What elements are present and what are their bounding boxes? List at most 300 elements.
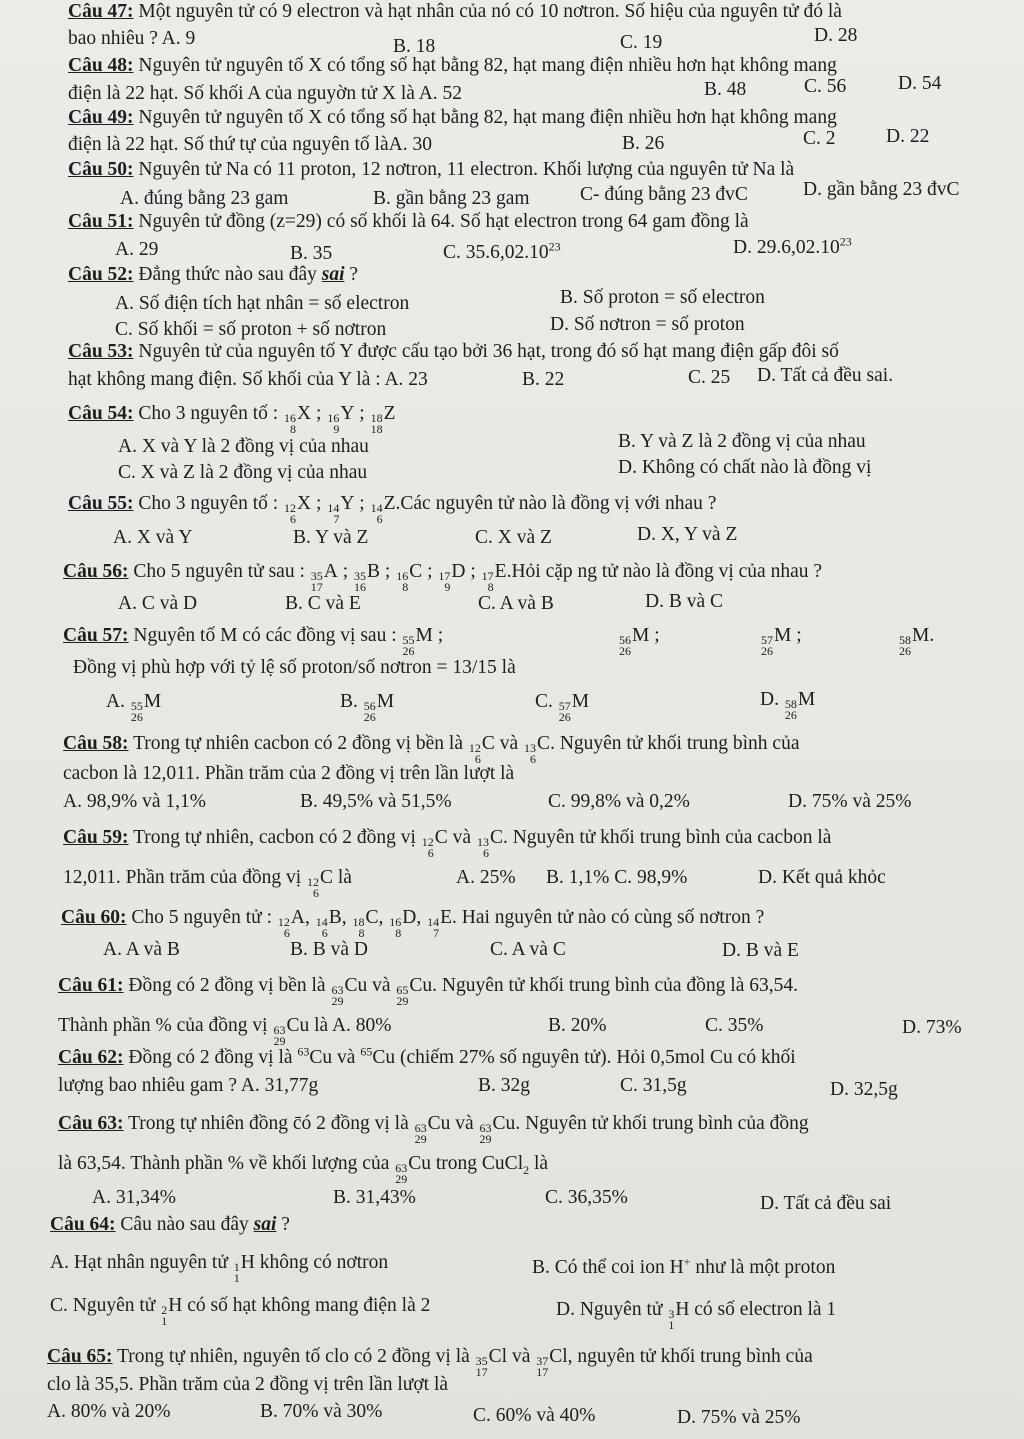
element-symbol: Cu bbox=[427, 1113, 451, 1134]
q60-option-a: A. A và B bbox=[103, 939, 180, 960]
nuclide bbox=[371, 402, 396, 435]
q56-option-b: B. C và E bbox=[285, 593, 361, 614]
question-label: Câu 60: bbox=[61, 907, 127, 928]
q54-stem: Câu 54: Cho 3 nguyên tố : 16 8 X ; 16 9 Y ; 18 18 Z bbox=[68, 403, 396, 436]
atomic-number: 9 bbox=[444, 580, 451, 594]
atomic-number: 29 bbox=[331, 994, 344, 1008]
atomic-number: 6 bbox=[283, 926, 290, 940]
element-symbol: C bbox=[409, 561, 423, 582]
question-label: Câu 56: bbox=[63, 561, 129, 582]
q61-option-b: B. 20% bbox=[548, 1015, 607, 1036]
element-symbol: Cu bbox=[409, 975, 433, 996]
question-text: và bbox=[450, 1113, 479, 1134]
option-text: D. Nguyên tử bbox=[556, 1299, 668, 1320]
element-symbol: Cl bbox=[549, 1346, 568, 1367]
mass-number: 12 bbox=[468, 741, 481, 755]
option-text: A. Hạt nhân nguyên tử bbox=[50, 1252, 233, 1273]
question-label: Câu 57: bbox=[63, 625, 129, 646]
mass-number: 58 bbox=[899, 633, 911, 647]
q49-option-d: D. 22 bbox=[886, 126, 930, 147]
q53-option-c: C. 25 bbox=[688, 367, 731, 388]
element-symbol: H bbox=[240, 1252, 255, 1273]
atomic-number: 26 bbox=[761, 644, 773, 658]
mass-number: 55 bbox=[130, 699, 143, 713]
element-symbol: M bbox=[376, 691, 395, 712]
atomic-number: 26 bbox=[784, 708, 797, 722]
q57-isotope-57: 57 26 M ; bbox=[761, 625, 802, 658]
element-symbol: H bbox=[675, 1299, 690, 1320]
nuclide bbox=[311, 560, 338, 593]
q56-option-d: D. B và C bbox=[645, 591, 723, 612]
nuclide bbox=[278, 906, 310, 939]
nuclide bbox=[524, 732, 550, 765]
nuclide bbox=[427, 906, 452, 939]
q65-option-c: C. 60% và 40% bbox=[473, 1405, 596, 1426]
question-label: Câu 55: bbox=[68, 493, 134, 514]
question-text: . Nguyên tử khối trung bình của đồng là 63,54. bbox=[432, 975, 798, 996]
atomic-number: 17 bbox=[310, 580, 323, 594]
q57-isotope-58: 58 26 M. bbox=[899, 625, 935, 658]
q63-option-a: A. 31,34% bbox=[92, 1187, 176, 1208]
q59-option-d: D. Kết quả khỏc bbox=[758, 867, 886, 888]
q52-option-b: B. Số proton = số electron bbox=[560, 287, 765, 308]
question-text: , nguyên tử khối trung bình của bbox=[567, 1346, 813, 1367]
question-text: Cho 5 nguyên tử : bbox=[126, 907, 277, 928]
nuclide bbox=[354, 560, 380, 593]
element-symbol: C, bbox=[365, 907, 384, 928]
option-letter: A. bbox=[106, 691, 125, 712]
q51-stem bbox=[68, 210, 749, 234]
exponent: 23 bbox=[839, 234, 852, 249]
element-symbol: Y bbox=[340, 403, 355, 424]
element-symbol: E bbox=[494, 561, 507, 582]
q61-stem bbox=[58, 974, 798, 1007]
nuclide bbox=[403, 624, 433, 657]
question-text: ? bbox=[344, 264, 359, 285]
q48-cont: điện là 22 hạt. Số khối A của nguyờn tử X là A. 52 bbox=[68, 83, 463, 104]
q52-option-d: D. Số nơtron = số proton bbox=[550, 314, 745, 335]
option-text: B. Có thể coi ion H bbox=[532, 1257, 684, 1278]
nuclide bbox=[396, 974, 432, 1007]
q63-stem bbox=[58, 1112, 809, 1145]
element-symbol: M bbox=[143, 691, 162, 712]
atomic-number: 1 bbox=[233, 1271, 240, 1285]
question-label: Câu 51: bbox=[68, 211, 134, 232]
q49-stem bbox=[68, 106, 837, 130]
element-symbol: A, bbox=[290, 907, 310, 928]
question-text: Cho 5 nguyên tử sau : bbox=[128, 561, 310, 582]
nuclide bbox=[396, 560, 422, 593]
atomic-number: 16 bbox=[354, 580, 366, 594]
nuclide bbox=[331, 974, 367, 1007]
mass-number: 12 bbox=[421, 835, 434, 849]
atomic-number: 26 bbox=[899, 644, 911, 658]
question-text: Nguyên tử nguyên tố X có tổng số hạt bằng 82, hạt mang điện nhiều hơn hạt không mang bbox=[133, 107, 837, 128]
mass-number: 12 bbox=[307, 875, 319, 889]
q48-stem bbox=[68, 54, 837, 78]
q59-option-bc: B. 1,1% C. 98,9% bbox=[546, 867, 688, 888]
question-text: Cu và bbox=[309, 1047, 361, 1068]
q54-option-b: B. Y và Z là 2 đồng vị của nhau bbox=[618, 431, 866, 452]
q65-option-b: B. 70% và 30% bbox=[260, 1401, 383, 1422]
question-text: Một nguyên tử có 9 electron và hạt nhân của nó có 10 nơtron. Số hiệu của nguyên tử đó là bbox=[133, 1, 842, 22]
q49-cont: điện là 22 hạt. Số thứ tự của nguyên tố làA. 30 bbox=[68, 134, 432, 155]
q48-option-c: C. 56 bbox=[804, 76, 847, 97]
q63-option-b: B. 31,43% bbox=[333, 1187, 416, 1208]
mass-number: 14 bbox=[370, 501, 383, 515]
element-symbol: D, bbox=[402, 907, 422, 928]
element-symbol: B, bbox=[328, 907, 347, 928]
q55-option-a: A. X và Y bbox=[113, 527, 193, 548]
mass-number: 57 bbox=[558, 699, 571, 713]
q58-option-a: A. 98,9% và 1,1% bbox=[63, 791, 206, 812]
q64-stem bbox=[50, 1213, 290, 1237]
q50-option-b: B. gần bằng 23 gam bbox=[373, 188, 530, 209]
q53-option-d: D. Tất cả đều sai. bbox=[757, 365, 894, 386]
element-symbol: C bbox=[489, 827, 503, 848]
q62-stem bbox=[58, 1046, 796, 1070]
question-text: là 63,54. Thành phần % về khối lượng của bbox=[58, 1153, 395, 1174]
question-text: Nguyên tử đồng (z=29) có số khối là 64. Số hạt electron trong 64 gam đồng là bbox=[133, 211, 749, 232]
atomic-number: 8 bbox=[487, 580, 494, 594]
question-label: Câu 61: bbox=[58, 975, 124, 996]
nuclide bbox=[327, 492, 354, 525]
element-symbol: Cu bbox=[344, 975, 368, 996]
question-label: Câu 64: bbox=[50, 1214, 116, 1235]
question-text: là bbox=[333, 867, 352, 888]
question-text: Cho 3 nguyên tố : bbox=[133, 493, 284, 514]
atomic-number: 6 bbox=[474, 752, 481, 766]
mass-number: 35 bbox=[475, 1354, 488, 1368]
mass-number: 56 bbox=[619, 633, 631, 647]
q60-option-c: C. A và C bbox=[490, 939, 566, 960]
element-symbol: H bbox=[168, 1295, 183, 1316]
atomic-number: 8 bbox=[402, 580, 409, 594]
q60-option-b: B. B và D bbox=[290, 939, 368, 960]
mass-number: 18 bbox=[370, 411, 383, 425]
atomic-number: 6 bbox=[290, 512, 297, 526]
question-text: Trong tự nhiên cacbon có 2 đồng vị bền là bbox=[128, 733, 468, 754]
q56-stem: Câu 56: Cho 5 nguyên tử sau : 35 17 A ; 35 16 B ; 16 8 C ; 17 9 D ; 17 8 E.Hỏi cặp ng tử nào là đồng vị của nhau ? bbox=[63, 561, 822, 594]
element-symbol: M bbox=[571, 691, 590, 712]
q63-option-d: D. Tất cả đều sai bbox=[760, 1193, 892, 1214]
q55-option-c: C. X và Z bbox=[475, 527, 552, 548]
subscript: 2 bbox=[523, 1162, 530, 1177]
q49-option-c: C. 2 bbox=[803, 128, 836, 149]
mass-number: 57 bbox=[761, 633, 773, 647]
q53-option-b: B. 22 bbox=[522, 369, 565, 390]
mass-number: 63 bbox=[273, 1023, 286, 1037]
element-symbol: B bbox=[367, 561, 381, 582]
mass-number: 13 bbox=[524, 741, 537, 755]
element-symbol: M bbox=[632, 625, 650, 646]
option-text: C. 35.6,02.10 bbox=[443, 242, 549, 263]
q61-option-d: D. 73% bbox=[902, 1017, 962, 1038]
question-text: Nguyên tử nguyên tố X có tổng số hạt bằng 82, hạt mang điện nhiều hơn hạt không mang bbox=[133, 55, 837, 76]
q59-option-a: A. 25% bbox=[456, 867, 516, 888]
q48-option-b: B. 48 bbox=[704, 79, 747, 100]
q55-option-d: D. X, Y và Z bbox=[637, 524, 738, 545]
atomic-number: 6 bbox=[427, 846, 434, 860]
question-label: Câu 48: bbox=[68, 55, 134, 76]
atomic-number: 29 bbox=[395, 1172, 408, 1186]
question-label: Câu 54: bbox=[68, 403, 134, 424]
question-text: Cu (chiếm 27% số nguyên tử). Hỏi 0,5mol Cu có khối bbox=[372, 1047, 796, 1068]
element-symbol: C bbox=[481, 733, 495, 754]
q47-cont: bao nhiêu ? A. 9 bbox=[68, 28, 196, 49]
atomic-number: 29 bbox=[414, 1132, 427, 1146]
question-label: Câu 53: bbox=[68, 341, 134, 362]
atomic-number: 26 bbox=[363, 710, 376, 724]
question-text: và bbox=[447, 827, 476, 848]
q57-stem: Câu 57: Nguyên tố M có các đồng vị sau : 55 26 M ; bbox=[63, 625, 444, 658]
question-text: là A. 80% bbox=[309, 1015, 392, 1036]
q63-option-c: C. 36,35% bbox=[545, 1187, 628, 1208]
q60-stem bbox=[61, 906, 764, 939]
element-symbol: Z bbox=[383, 493, 396, 514]
q62-cont: lượng bao nhiêu gam ? A. 31,77g bbox=[58, 1075, 319, 1096]
question-text: Trong tự nhiên, cacbon có 2 đồng vị bbox=[128, 827, 421, 848]
option-text: D. 29.6,02.10 bbox=[733, 237, 840, 258]
nuclide bbox=[476, 1345, 507, 1378]
mass-number: 2 bbox=[161, 1303, 168, 1317]
atomic-number: 26 bbox=[619, 644, 631, 658]
question-text: Đẳng thức nào sau đây bbox=[133, 264, 322, 285]
nuclide bbox=[480, 1112, 516, 1145]
atomic-number: 26 bbox=[402, 644, 415, 658]
element-symbol: E bbox=[440, 907, 453, 928]
question-text: . Nguyên tử khối trung bình của cacbon là bbox=[502, 827, 832, 848]
element-symbol: C bbox=[320, 867, 334, 888]
atomic-number: 18 bbox=[370, 422, 383, 436]
q58-option-c: C. 99,8% và 0,2% bbox=[548, 791, 690, 812]
atomic-number: 8 bbox=[290, 422, 297, 436]
q48-option-d: D. 54 bbox=[898, 73, 942, 94]
nuclide bbox=[371, 492, 396, 525]
mass-number: 12 bbox=[284, 501, 297, 515]
nuclide bbox=[284, 492, 311, 525]
q63-cont bbox=[58, 1152, 548, 1185]
nuclide bbox=[477, 826, 503, 859]
atomic-number: 8 bbox=[395, 926, 402, 940]
atomic-number: 6 bbox=[376, 512, 383, 526]
element-symbol: X bbox=[297, 403, 312, 424]
mass-number: 65 bbox=[360, 1044, 373, 1059]
q56-option-c: C. A và B bbox=[478, 593, 554, 614]
q55-stem: Câu 55: Cho 3 nguyên tố : 12 6 X ; 14 7 Y ; 14 6 Z.Các nguyên tử nào là đồng vị với nhau ? bbox=[68, 493, 717, 526]
atomic-number: 29 bbox=[479, 1132, 492, 1146]
q50-option-d: D. gần bằng 23 đvC bbox=[803, 179, 960, 200]
q60-option-d: D. B và E bbox=[722, 940, 799, 961]
element-symbol: C bbox=[537, 733, 551, 754]
question-text: Đồng có 2 đồng vị là bbox=[123, 1047, 298, 1068]
q61-option-c: C. 35% bbox=[705, 1015, 764, 1036]
element-symbol: M bbox=[415, 625, 433, 646]
mass-number: 65 bbox=[396, 983, 409, 997]
atomic-number: 17 bbox=[536, 1365, 549, 1379]
mass-number: 16 bbox=[284, 411, 297, 425]
q57-option-b bbox=[340, 690, 394, 723]
q54-option-c: C. X và Z là 2 đồng vị của nhau bbox=[118, 462, 368, 483]
atomic-number: 26 bbox=[558, 710, 571, 724]
atomic-number: 8 bbox=[358, 926, 365, 940]
mass-number: 63 bbox=[479, 1121, 492, 1135]
nuclide bbox=[364, 690, 394, 723]
q51-option-c bbox=[443, 241, 561, 265]
question-text: Câu nào sau đây bbox=[115, 1214, 254, 1235]
mass-number: 63 bbox=[414, 1121, 427, 1135]
q64-option-d bbox=[556, 1298, 836, 1331]
atomic-number: 7 bbox=[333, 512, 340, 526]
question-text: và bbox=[507, 1346, 536, 1367]
element-symbol: C bbox=[434, 827, 448, 848]
q55-option-b: B. Y và Z bbox=[293, 527, 369, 548]
q53-stem bbox=[68, 340, 839, 364]
q58-option-b: B. 49,5% và 51,5% bbox=[300, 791, 452, 812]
question-text: và bbox=[367, 975, 396, 996]
atomic-number: 29 bbox=[273, 1034, 286, 1048]
q65-cont: clo là 35,5. Phần trăm của 2 đồng vị trên lần lượt là bbox=[47, 1374, 449, 1395]
mass-number: 56 bbox=[363, 699, 376, 713]
mass-number: 1 bbox=[233, 1260, 240, 1274]
q50-stem bbox=[68, 158, 794, 182]
element-symbol: Cu bbox=[408, 1153, 432, 1174]
atomic-number: 7 bbox=[433, 926, 440, 940]
question-text: và bbox=[494, 733, 524, 754]
element-symbol: Y bbox=[340, 493, 355, 514]
q62-option-c: C. 31,5g bbox=[620, 1075, 687, 1096]
q47-stem bbox=[68, 0, 842, 24]
nuclide bbox=[438, 560, 465, 593]
q64-option-b bbox=[532, 1256, 835, 1280]
element-symbol: M bbox=[912, 625, 930, 646]
atomic-number: 26 bbox=[130, 710, 143, 724]
q58-stem bbox=[63, 732, 799, 765]
nuclide bbox=[668, 1298, 689, 1331]
q49-option-b: B. 26 bbox=[622, 133, 665, 154]
atomic-number: 6 bbox=[313, 886, 319, 900]
question-text: ? bbox=[276, 1214, 290, 1235]
element-symbol: D bbox=[451, 561, 466, 582]
question-label: Câu 65: bbox=[47, 1346, 113, 1367]
mass-number: 63 bbox=[331, 983, 344, 997]
option-letter: D. bbox=[760, 689, 779, 710]
element-symbol: A bbox=[323, 561, 338, 582]
q57-option-d bbox=[760, 688, 815, 721]
q57-line2: Đồng vị phù hợp với tỷ lệ số proton/số nơtron = 13/15 là bbox=[73, 657, 516, 678]
q52-option-a: A. Số điện tích hạt nhân = số electron bbox=[115, 293, 410, 314]
mass-number: 18 bbox=[352, 915, 365, 929]
q64-option-a bbox=[50, 1251, 388, 1284]
mass-number: 3 bbox=[668, 1307, 675, 1321]
mass-number: 14 bbox=[427, 915, 440, 929]
q51-option-b: B. 35 bbox=[290, 243, 333, 264]
q62-option-b: B. 32g bbox=[478, 1075, 531, 1096]
q47-option-b: B. 18 bbox=[393, 36, 436, 57]
nuclide bbox=[307, 866, 333, 899]
atomic-number: 6 bbox=[482, 846, 489, 860]
nuclide bbox=[234, 1251, 255, 1284]
q59-stem bbox=[63, 826, 831, 859]
q58-cont: cacbon là 12,011. Phần trăm của 2 đồng vị trên lần lượt là bbox=[63, 763, 515, 784]
q57-option-a bbox=[106, 690, 161, 723]
emphasis-word: sai bbox=[321, 264, 345, 285]
question-text: trong CuCl bbox=[431, 1153, 524, 1174]
q59-cont bbox=[63, 866, 352, 899]
nuclide bbox=[316, 906, 347, 939]
atomic-number: 1 bbox=[668, 1318, 675, 1332]
nuclide bbox=[536, 1345, 567, 1378]
q54-option-d: D. Không có chất nào là đồng vị bbox=[618, 457, 872, 478]
q47-option-d: D. 28 bbox=[814, 25, 858, 46]
atomic-number: 6 bbox=[321, 926, 328, 940]
atomic-number: 9 bbox=[333, 422, 340, 436]
mass-number: 14 bbox=[327, 501, 340, 515]
nuclide bbox=[761, 624, 791, 657]
nuclide bbox=[161, 1294, 182, 1327]
q52-option-c: C. Số khối = số proton + số nơtron bbox=[115, 319, 387, 340]
question-text: Trong tự nhiên, nguyên tố clo có 2 đồng vị là bbox=[112, 1346, 475, 1367]
question-text: là bbox=[529, 1153, 549, 1174]
mass-number: 58 bbox=[784, 697, 797, 711]
nuclide bbox=[327, 402, 354, 435]
q65-option-a: A. 80% và 20% bbox=[47, 1401, 171, 1422]
mass-number: 17 bbox=[481, 569, 494, 583]
option-text: C. Nguyên tử bbox=[50, 1295, 161, 1316]
question-text: .Các nguyên tử nào là đồng vị với nhau ? bbox=[395, 493, 717, 514]
option-letter: C. bbox=[535, 691, 553, 712]
question-text: Nguyên tử Na có 11 proton, 12 nơtron, 11 electron. Khối lượng của nguyên tử Na là bbox=[133, 159, 795, 180]
nuclide bbox=[899, 624, 929, 657]
mass-number: 55 bbox=[402, 633, 415, 647]
atomic-number: 17 bbox=[475, 1365, 488, 1379]
q51-option-d bbox=[733, 236, 852, 260]
q64-option-c bbox=[50, 1294, 430, 1327]
mass-number: 16 bbox=[327, 411, 340, 425]
q57-isotope-56: 56 26 M ; bbox=[619, 625, 660, 658]
nuclide bbox=[395, 1152, 431, 1185]
q58-option-d: D. 75% và 25% bbox=[788, 791, 912, 812]
question-text: .Hỏi cặp ng tử nào là đồng vị của nhau ? bbox=[506, 561, 822, 582]
question-label: Câu 47: bbox=[68, 1, 134, 22]
mass-number: 63 bbox=[297, 1044, 310, 1059]
element-symbol: Cu bbox=[286, 1015, 310, 1036]
question-text: . Hai nguyên tử nào có cùng số nơtron ? bbox=[452, 907, 765, 928]
question-text: Đồng có 2 đồng vị bền là bbox=[123, 975, 331, 996]
element-symbol: Cu bbox=[492, 1113, 516, 1134]
q50-option-a: A. đúng bằng 23 gam bbox=[120, 188, 289, 209]
nuclide bbox=[284, 402, 311, 435]
q53-cont: hạt không mang điện. Số khối của Y là : A. 23 bbox=[68, 369, 428, 390]
question-text: 12,011. Phần trăm của đồng vị bbox=[63, 867, 306, 888]
q50-option-c: C- đúng bằng 23 đvC bbox=[580, 184, 748, 205]
option-text: có số electron là 1 bbox=[689, 1299, 837, 1320]
nuclide bbox=[559, 690, 589, 723]
mass-number: 14 bbox=[315, 915, 328, 929]
option-letter: B. bbox=[340, 691, 358, 712]
question-text: Nguyên tử của nguyên tố Y được cấu tạo bởi 36 hạt, trong đó số hạt mang điện gấp đôi số bbox=[133, 341, 839, 362]
q54-option-a: A. X và Y là 2 đồng vị của nhau bbox=[118, 436, 369, 457]
mass-number: 12 bbox=[277, 915, 290, 929]
nuclide bbox=[482, 560, 507, 593]
question-label: Câu 49: bbox=[68, 107, 134, 128]
q47-option-c: C. 19 bbox=[620, 32, 663, 53]
q52-stem bbox=[68, 263, 358, 287]
element-symbol: M bbox=[774, 625, 792, 646]
nuclide bbox=[422, 826, 448, 859]
nuclide bbox=[131, 690, 161, 723]
emphasis-word: sai bbox=[253, 1214, 277, 1235]
